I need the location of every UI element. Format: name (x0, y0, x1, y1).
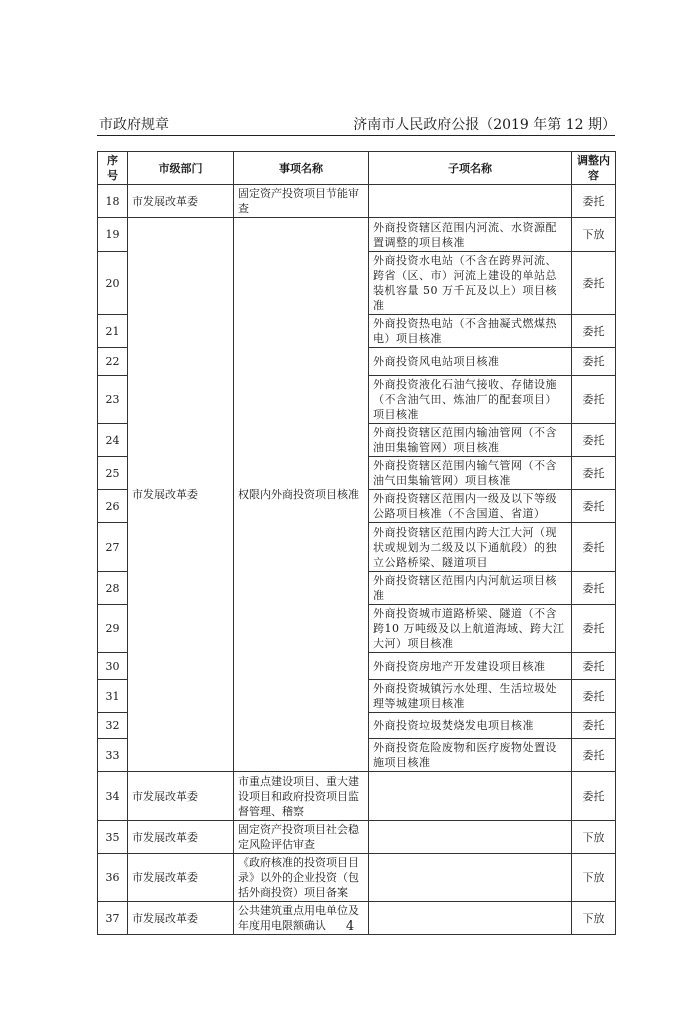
row-adjustment: 委托 (572, 490, 616, 523)
row-no: 35 (98, 821, 128, 854)
row-subitem: 外商投资液化石油气接收、存储设施（不含油气田、炼油厂的配套项目）项目核准 (369, 376, 572, 424)
row-no: 19 (98, 218, 128, 252)
row-adjustment: 委托 (572, 772, 616, 821)
column-header-adjustment: 调整内容 (572, 152, 616, 185)
row-subitem: 外商投资水电站（不含在跨界河流、跨省（区、市）河流上建设的单站总装机容量 50 万千瓦及以上）项目核准 (369, 252, 572, 315)
row-no: 23 (98, 376, 128, 424)
page-number: 4 (345, 919, 355, 934)
row-no: 24 (98, 424, 128, 457)
row-item: 市重点建设项目、重大建设项目和政府投资项目监督管理、稽察 (234, 772, 369, 821)
table-header-row (98, 152, 616, 185)
items-table (97, 151, 616, 935)
row-subitem (369, 772, 572, 821)
row-no: 26 (98, 490, 128, 523)
table-row (98, 772, 616, 821)
row-adjustment: 下放 (572, 902, 616, 935)
table-row (98, 854, 616, 902)
row-adjustment: 下放 (572, 821, 616, 854)
row-adjustment: 委托 (572, 653, 616, 680)
row-adjustment: 委托 (572, 713, 616, 739)
row-no: 30 (98, 653, 128, 680)
row-subitem: 外商投资城市道路桥梁、隧道（不含跨10 万吨级及以上航道海域、跨大江大河）项目核准 (369, 605, 572, 653)
row-subitem: 外商投资垃圾焚烧发电项目核准 (369, 713, 572, 739)
row-dept: 市发展改革委 (128, 902, 234, 935)
row-subitem: 外商投资辖区范围内内河航运项目核准 (369, 572, 572, 605)
row-adjustment: 委托 (572, 523, 616, 572)
row-adjustment: 委托 (572, 572, 616, 605)
row-subitem: 外商投资辖区范围内一级及以下等级公路项目核准（不含国道、省道） (369, 490, 572, 523)
column-header-dept: 市级部门 (128, 152, 234, 185)
row-no: 37 (98, 902, 128, 935)
row-item: 《政府核准的投资项目目录》以外的企业投资（包括外商投资）项目备案 (234, 854, 369, 902)
row-subitem (369, 185, 572, 218)
row-no: 36 (98, 854, 128, 902)
header-section-title: 市政府规章 (99, 117, 169, 133)
row-adjustment: 委托 (572, 185, 616, 218)
row-no: 27 (98, 523, 128, 572)
row-adjustment: 委托 (572, 739, 616, 772)
row-adjustment: 委托 (572, 424, 616, 457)
row-adjustment: 委托 (572, 376, 616, 424)
row-dept: 市发展改革委 (128, 821, 234, 854)
row-subitem: 外商投资辖区范围内跨大江大河（现状或规划为二级及以下通航段）的独立公路桥梁、隧道项目 (369, 523, 572, 572)
column-header-subitem: 子项名称 (369, 152, 572, 185)
row-subitem: 外商投资房地产开发建设项目核准 (369, 653, 572, 680)
row-no: 20 (98, 252, 128, 315)
row-adjustment: 委托 (572, 315, 616, 348)
row-item: 固定资产投资项目节能审查 (234, 185, 369, 218)
row-adjustment: 委托 (572, 605, 616, 653)
row-no: 33 (98, 739, 128, 772)
row-adjustment: 委托 (572, 680, 616, 713)
row-subitem: 外商投资风电站项目核准 (369, 348, 572, 376)
row-no: 34 (98, 772, 128, 821)
header-publication-title: 济南市人民政府公报（2019 年第 12 期） (353, 117, 616, 133)
row-item: 固定资产投资项目社会稳定风险评估审查 (234, 821, 369, 854)
row-dept: 市发展改革委 (128, 772, 234, 821)
row-no: 21 (98, 315, 128, 348)
row-item: 公共建筑重点用电单位及年度用电限额确认 (234, 902, 369, 935)
row-subitem: 外商投资热电站（不含抽凝式燃煤热电）项目核准 (369, 315, 572, 348)
table-row (98, 185, 616, 218)
row-no: 22 (98, 348, 128, 376)
row-no: 31 (98, 680, 128, 713)
group-item: 权限内外商投资项目核准 (234, 218, 369, 772)
row-adjustment: 下放 (572, 218, 616, 252)
row-subitem (369, 854, 572, 902)
row-subitem: 外商投资辖区范围内河流、水资源配置调整的项目核准 (369, 218, 572, 252)
row-subitem: 外商投资城镇污水处理、生活垃圾处理等城建项目核准 (369, 680, 572, 713)
row-adjustment: 委托 (572, 457, 616, 490)
row-adjustment: 委托 (572, 348, 616, 376)
row-dept: 市发展改革委 (128, 854, 234, 902)
row-no: 25 (98, 457, 128, 490)
group-dept: 市发展改革委 (128, 218, 234, 772)
row-subitem: 外商投资辖区范围内输油管网（不含油田集输管网）项目核准 (369, 424, 572, 457)
row-adjustment: 委托 (572, 252, 616, 315)
row-no: 28 (98, 572, 128, 605)
table-row (98, 218, 616, 252)
row-no: 18 (98, 185, 128, 218)
column-header-no: 序号 (98, 152, 128, 185)
row-no: 32 (98, 713, 128, 739)
header-rule (97, 135, 615, 136)
column-header-item: 事项名称 (234, 152, 369, 185)
table-row (98, 821, 616, 854)
row-subitem: 外商投资辖区范围内输气管网（不含油气田集输管网）项目核准 (369, 457, 572, 490)
row-no: 29 (98, 605, 128, 653)
row-subitem: 外商投资危险废物和医疗废物处置设施项目核准 (369, 739, 572, 772)
row-dept: 市发展改革委 (128, 185, 234, 218)
row-adjustment: 下放 (572, 854, 616, 902)
row-subitem (369, 821, 572, 854)
